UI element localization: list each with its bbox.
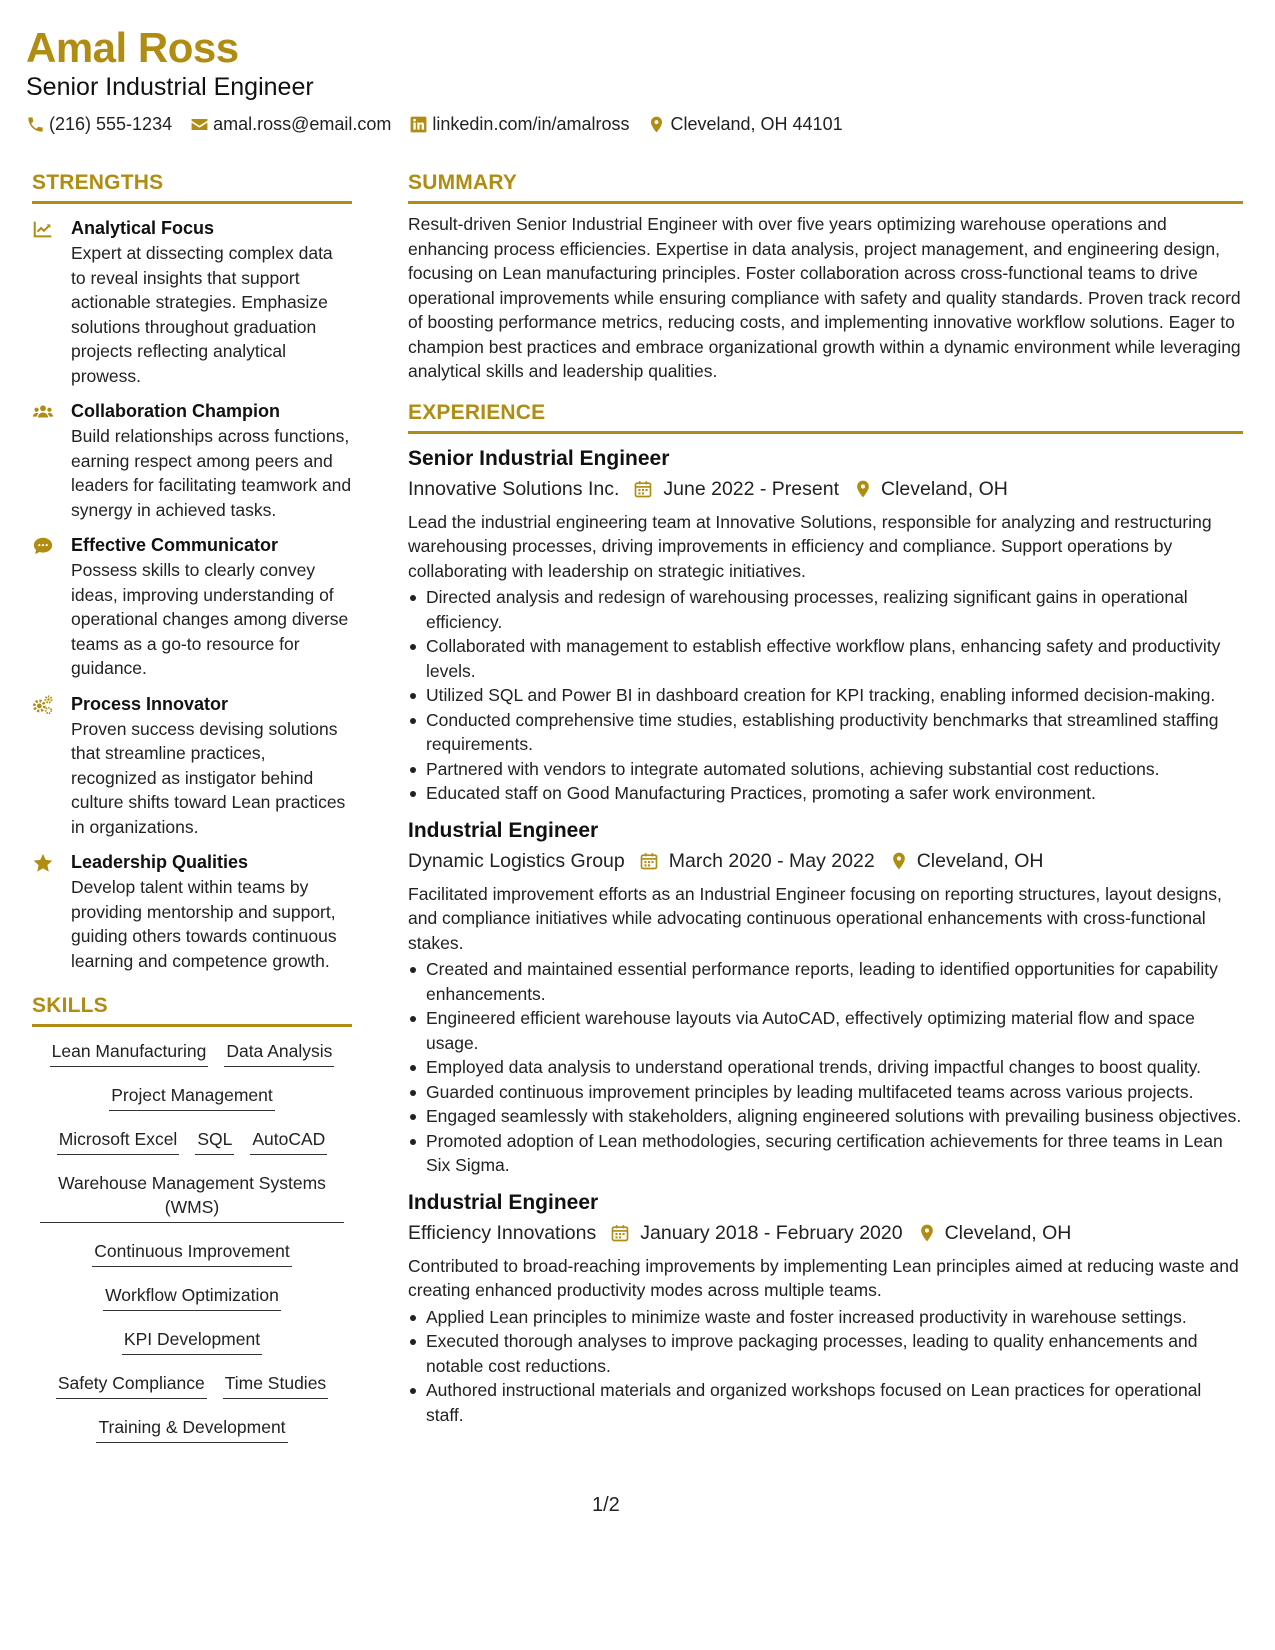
bullet-item: Executed thorough analyses to improve packaging processes, leading to quality enhancements and notable cost reductions. [408, 1329, 1243, 1378]
job-description: Facilitated improvement efforts as an Industrial Engineer focusing on reporting structures, layout designs, and compliance initiatives while advocating continuous operational enhancements with cross-functional stakes. [408, 883, 1222, 953]
bullet-item: Engaged seamlessly with stakeholders, aligning engineered solutions with prevailing business objectives. [408, 1104, 1243, 1129]
job-meta [408, 1218, 1243, 1248]
job-title: Senior Industrial Engineer [408, 446, 670, 470]
skill-tag: SQL [195, 1127, 234, 1155]
comment-icon [32, 535, 54, 557]
contact-phone[interactable] [26, 114, 172, 135]
job-dates: June 2022 - Present [663, 477, 840, 500]
bullet-item: Guarded continuous improvement principles by leading multifaceted teams across various projects. [408, 1080, 1243, 1105]
contact-linkedin[interactable] [409, 114, 629, 135]
bullet-item: Promoted adoption of Lean methodologies, securing certification achievements for three teams in Lean Six Sigma. [408, 1129, 1243, 1178]
bullet-item: Collaborated with management to establish effective workflow plans, enhancing safety and productivity levels. [408, 634, 1243, 683]
skill-tag: Training & Development [96, 1415, 287, 1443]
chart-line-icon [32, 218, 54, 240]
calendar-icon [610, 1223, 630, 1243]
map-pin-icon [647, 115, 666, 134]
map-pin-icon [917, 1223, 937, 1243]
job-description: Lead the industrial engineering team at Innovative Solutions, responsible for analyzing and restructuring warehousing processes, driving improvements in efficiency and compliance. Support operations by collaborating with leadership on strategic initiatives. [408, 511, 1212, 581]
strength-desc: Expert at dissecting complex data to reveal insights that support actionable strategies. Emphasize solutions throughout graduation projects reflecting analytical prowess. [71, 243, 333, 386]
location-text: Cleveland, OH 44101 [670, 114, 843, 134]
bullet-item: Created and maintained essential performance reports, leading to identified opportunities for capability enhancements. [408, 957, 1243, 1006]
job-company: Innovative Solutions Inc. [408, 477, 620, 500]
job-entry [408, 444, 1243, 806]
summary-text: Result-driven Senior Industrial Engineer with over five years optimizing warehouse operations and enhancing process efficiencies. Expertise in data analysis, project management, and engineering design, focusing on Lean manufacturing principles. Foster collaboration across cross-functional teams to drive operational improvements while ensuring compliance with safety and quality standards. Proven track record of boosting performance metrics, reducing costs, and implementing innovative workflow solutions. Eager to champion best practices and embrace organizational growth within a dynamic environment while leveraging analytical skills and leadership qualities. [408, 214, 1241, 381]
job-meta [408, 474, 1243, 504]
job-bullets [408, 1305, 1243, 1428]
strength-item [32, 399, 352, 522]
bullet-item: Utilized SQL and Power BI in dashboard creation for KPI tracking, enabling informed decision-making. [408, 683, 1243, 708]
job-location: Cleveland, OH [916, 849, 1044, 872]
job-title: Industrial Engineer [408, 1190, 599, 1214]
star-icon [32, 852, 54, 874]
email-text: amal.ross@email.com [213, 114, 392, 134]
job-entry [408, 816, 1243, 1178]
map-pin-icon [889, 851, 909, 871]
strength-name: Collaboration Champion [71, 401, 280, 421]
strength-name: Analytical Focus [71, 218, 215, 238]
skill-tag: Workflow Optimization [103, 1283, 281, 1311]
bullet-item: Educated staff on Good Manufacturing Practices, promoting a safer work environment. [408, 781, 1243, 806]
job-company: Efficiency Innovations [408, 1221, 597, 1244]
job-description: Contributed to broad-reaching improvements by implementing Lean principles aimed at reducing waste and creating enhanced productivity modes across multiple teams. [408, 1255, 1239, 1300]
skill-tag: Warehouse Management Systems (WMS) [40, 1171, 344, 1223]
strengths-heading: STRENGTHS [32, 170, 352, 204]
contact-email[interactable] [190, 114, 391, 135]
skills-heading: SKILLS [32, 993, 352, 1027]
users-icon [32, 401, 54, 423]
job-entry [408, 1188, 1243, 1428]
linkedin-icon [409, 115, 428, 134]
skill-tag: KPI Development [122, 1327, 262, 1355]
bullet-item: Partnered with vendors to integrate automated solutions, achieving substantial cost reductions. [408, 757, 1243, 782]
job-meta [408, 846, 1243, 876]
strength-name: Process Innovator [71, 693, 229, 714]
strength-desc: Proven success devising solutions that streamline practices, recognized as instigator behind culture shifts toward Lean practices in organizations. [71, 718, 346, 837]
linkedin-text: linkedin.com/in/amalross [432, 114, 630, 134]
strength-item [32, 216, 352, 388]
job-company: Dynamic Logistics Group [408, 849, 625, 872]
skill-tag: AutoCAD [250, 1127, 327, 1155]
gears-icon [32, 694, 54, 716]
strength-desc: Develop talent within teams by providing mentorship and support, guiding others towards continuous learning and competence growth. [71, 877, 337, 971]
candidate-title: Senior Industrial Engineer [26, 73, 314, 101]
strength-name: Effective Communicator [71, 535, 279, 555]
job-title: Industrial Engineer [408, 818, 599, 842]
job-dates: March 2020 - May 2022 [668, 849, 875, 872]
skills-list [32, 1039, 352, 1459]
calendar-icon [633, 479, 653, 499]
bullet-item: Directed analysis and redesign of warehousing processes, realizing significant gains in operational efficiency. [408, 585, 1243, 634]
job-location: Cleveland, OH [944, 1221, 1072, 1244]
page-number: 1/2 [592, 1494, 620, 1516]
bullet-item: Authored instructional materials and organized workshops focused on Lean practices for operational staff. [408, 1378, 1243, 1427]
skill-tag: Safety Compliance [56, 1371, 207, 1399]
map-pin-icon [853, 479, 873, 499]
envelope-icon [190, 115, 209, 134]
strength-item [32, 692, 352, 840]
bullet-item: Applied Lean principles to minimize waste and foster increased productivity in warehouse settings. [408, 1305, 1243, 1330]
skill-tag: Time Studies [223, 1371, 328, 1399]
bullet-item: Employed data analysis to understand operational trends, driving impactful changes to boost quality. [408, 1055, 1243, 1080]
resume-header [26, 22, 1246, 135]
strength-item [32, 850, 352, 973]
strength-desc: Build relationships across functions, earning respect among peers and leaders for facilitating teamwork and synergy in achieved tasks. [71, 426, 352, 520]
strength-name: Leadership Qualities [71, 852, 249, 872]
contact-location [647, 114, 842, 135]
calendar-icon [639, 851, 659, 871]
experience-section [408, 400, 1243, 1428]
experience-heading: EXPERIENCE [408, 400, 1243, 434]
strengths-list [32, 216, 352, 973]
skill-tag: Continuous Improvement [92, 1239, 292, 1267]
skills-section [32, 993, 352, 1459]
job-dates: January 2018 - February 2020 [640, 1221, 903, 1244]
candidate-name: Amal Ross [26, 24, 239, 71]
job-location: Cleveland, OH [881, 477, 1008, 500]
bullet-item: Conducted comprehensive time studies, establishing productivity benchmarks that streamlined staffing requirements. [408, 708, 1243, 757]
job-bullets [408, 585, 1243, 806]
job-bullets [408, 957, 1243, 1178]
bullet-item: Engineered efficient warehouse layouts via AutoCAD, effectively optimizing material flow and space usage. [408, 1006, 1243, 1055]
strength-desc: Possess skills to clearly convey ideas, improving understanding of operational changes among diverse teams as a go-to resource for guidance. [71, 560, 349, 678]
strength-item [32, 533, 352, 681]
phone-icon [26, 115, 45, 134]
skill-tag: Lean Manufacturing [50, 1039, 209, 1067]
right-column [408, 170, 1243, 1427]
skill-tag: Data Analysis [224, 1039, 334, 1067]
left-column [32, 170, 352, 1459]
contact-bar [26, 114, 1246, 135]
summary-heading: SUMMARY [408, 170, 1243, 204]
skill-tag: Project Management [109, 1083, 274, 1111]
phone-text: (216) 555-1234 [49, 114, 173, 134]
skill-tag: Microsoft Excel [57, 1127, 180, 1155]
